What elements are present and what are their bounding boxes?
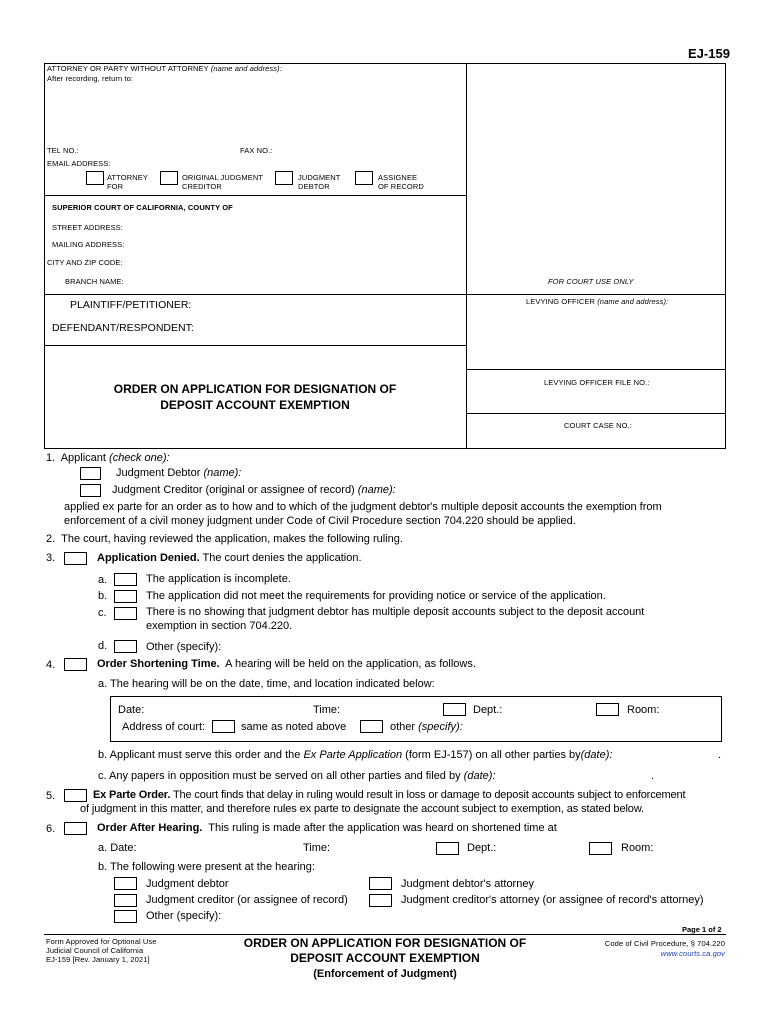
item-6-dept-label: Dept.: xyxy=(467,842,497,854)
after-recording-label: After recording, return to: xyxy=(47,74,134,83)
plaintiff-label: PLAINTIFF/PETITIONER: xyxy=(70,299,192,311)
item-2: 2. The court, having reviewed the application, makes the following ruling. xyxy=(46,533,403,545)
item-5-text-1: Ex Parte Order. The court finds that delay in ruling would result in loss or damage to deposit accounts subject to enforcement xyxy=(93,789,686,801)
applicant-debtor-checkbox[interactable] xyxy=(80,467,101,480)
present-creditor-attorney-label: Judgment creditor's attorney (or assignee of record's attorney) xyxy=(401,894,704,906)
attorney-for-checkbox[interactable] xyxy=(86,171,104,185)
present-creditor-label: Judgment creditor (or assignee of record) xyxy=(146,894,348,906)
item-6-room-checkbox[interactable] xyxy=(589,842,612,855)
address-of-court-label: Address of court: xyxy=(122,721,206,733)
item-6a-time: Time: xyxy=(303,842,331,854)
assignee-label: ASSIGNEE OF RECORD xyxy=(378,173,424,191)
court-label: SUPERIOR COURT OF CALIFORNIA, COUNTY OF xyxy=(52,203,233,212)
hearing-room-label: Room: xyxy=(627,704,660,716)
present-creditor-checkbox[interactable] xyxy=(114,894,137,907)
hearing-box xyxy=(110,696,722,742)
item-1-text-2: enforcement of a civil money judgment under Code of Civil Procedure section 704.220 should be applied. xyxy=(64,515,576,527)
present-creditor-attorney-checkbox[interactable] xyxy=(369,894,392,907)
city-label: CITY AND ZIP CODE: xyxy=(47,258,123,267)
item-1-text-1: applied ex parte for an order as to how and to which of the judgment debtor's multiple deposit accounts the exemption from xyxy=(64,501,662,513)
present-debtor-attorney-checkbox[interactable] xyxy=(369,877,392,890)
applicant-debtor-label: Judgment Debtor (name): xyxy=(116,467,242,479)
item-4c-period: . xyxy=(651,770,655,782)
assignee-checkbox[interactable] xyxy=(355,171,373,185)
item-6-dept-checkbox[interactable] xyxy=(436,842,459,855)
item-3c-checkbox[interactable] xyxy=(114,607,137,620)
item-5-text-2: of judgment in this matter, and therefore rules ex parte to designate the account subject to exemption, as stated below. xyxy=(80,803,645,815)
present-other-checkbox[interactable] xyxy=(114,910,137,923)
ex-parte-checkbox[interactable] xyxy=(64,789,87,802)
item-3c-letter: c. xyxy=(98,607,107,619)
levying-file-label: LEVYING OFFICER FILE NO.: xyxy=(544,378,650,387)
hearing-time-label: Time: xyxy=(313,704,341,716)
form-title: ORDER ON APPLICATION FOR DESIGNATION OF DEPOSIT ACCOUNT EXEMPTION xyxy=(113,382,397,412)
item-5-number: 5. xyxy=(46,790,56,802)
item-3b-letter: b. xyxy=(98,590,108,602)
levying-officer-label: LEVYING OFFICER (name and address): xyxy=(526,297,669,306)
case-no-label: COURT CASE NO.: xyxy=(564,421,632,430)
page-number: Page 1 of 2 xyxy=(682,925,722,934)
item-6-number: 6. xyxy=(46,823,56,835)
other-address-checkbox[interactable] xyxy=(360,720,383,733)
present-debtor-attorney-label: Judgment debtor's attorney xyxy=(401,878,534,890)
item-3d-letter: d. xyxy=(98,640,108,652)
tel-label: TEL NO.: xyxy=(47,146,79,155)
item-6-room-label: Room: xyxy=(621,842,654,854)
item-3c-text-2: exemption in section 704.220. xyxy=(146,620,293,632)
hearing-room-checkbox[interactable] xyxy=(596,703,619,716)
judgment-debtor-label: JUDGMENT DEBTOR xyxy=(298,173,341,191)
item-3a-text: The application is incomplete. xyxy=(146,573,291,585)
item-3: Application Denied. The court denies the application. xyxy=(97,552,362,564)
present-debtor-label: Judgment debtor xyxy=(146,878,229,890)
item-4b: b. Applicant must serve this order and the Ex Parte Application (form EJ-157) on all other parties by(date): xyxy=(98,749,613,761)
application-denied-checkbox[interactable] xyxy=(64,552,87,565)
footer-rule xyxy=(44,934,726,935)
item-3a-letter: a. xyxy=(98,574,108,586)
form-id: EJ-159 xyxy=(688,46,730,61)
code-reference: Code of Civil Procedure, § 704.220 www.courts.ca.gov xyxy=(560,939,725,959)
applicant-creditor-label: Judgment Creditor (original or assignee of record) (name): xyxy=(112,484,396,496)
form-approval: Form Approved for Optional Use Judicial Council of California EJ-159 [Rev. January 1, 2021] xyxy=(46,937,157,964)
caption-divider xyxy=(466,63,467,449)
same-as-above-label: same as noted above xyxy=(241,721,347,733)
item-3d-text: Other (specify): xyxy=(146,641,222,653)
judgment-debtor-checkbox[interactable] xyxy=(275,171,293,185)
item-4a: a. The hearing will be on the date, time, and location indicated below: xyxy=(98,678,435,690)
original-creditor-label: ORIGINAL JUDGMENT CREDITOR xyxy=(182,173,264,191)
item-4: Order Shortening Time. A hearing will be held on the application, as follows. xyxy=(97,658,476,670)
item-3c-text-1: There is no showing that judgment debtor has multiple deposit accounts subject to the deposit account xyxy=(146,606,645,618)
applicant-creditor-checkbox[interactable] xyxy=(80,484,101,497)
branch-label: BRANCH NAME: xyxy=(65,277,124,286)
item-4-number: 4. xyxy=(46,659,56,671)
attorney-for-label: ATTORNEY FOR xyxy=(107,173,148,191)
hearing-dept-checkbox[interactable] xyxy=(443,703,466,716)
item-1: 1. Applicant (check one): xyxy=(46,452,170,464)
original-creditor-checkbox[interactable] xyxy=(160,171,178,185)
item-3d-checkbox[interactable] xyxy=(114,640,137,653)
item-6b: b. The following were present at the hearing: xyxy=(98,861,315,873)
courts-link[interactable]: www.courts.ca.gov xyxy=(660,949,725,958)
street-label: STREET ADDRESS: xyxy=(52,223,123,232)
item-3-number: 3. xyxy=(46,552,56,564)
item-6: Order After Hearing. This ruling is made after the application was heard on shortened time at xyxy=(97,822,557,834)
item-4b-period: . xyxy=(718,749,722,761)
other-address-label: other (specify): xyxy=(390,721,463,733)
hearing-dept-label: Dept.: xyxy=(473,704,503,716)
defendant-label: DEFENDANT/RESPONDENT: xyxy=(52,322,194,334)
email-label: EMAIL ADDRESS: xyxy=(47,159,111,168)
hearing-date-label: Date: xyxy=(118,704,145,716)
item-3b-checkbox[interactable] xyxy=(114,590,137,603)
fax-label: FAX NO.: xyxy=(240,146,273,155)
court-use-label: FOR COURT USE ONLY xyxy=(548,277,634,286)
item-3b-text: The application did not meet the requirements for providing notice or service of the application. xyxy=(146,590,606,602)
present-other-label: Other (specify): xyxy=(146,910,222,922)
mailing-label: MAILING ADDRESS: xyxy=(52,240,125,249)
attorney-label: ATTORNEY OR PARTY WITHOUT ATTORNEY (name and address): xyxy=(47,64,282,73)
item-3a-checkbox[interactable] xyxy=(114,573,137,586)
item-6a-date: a. Date: xyxy=(98,842,137,854)
item-4c: c. Any papers in opposition must be served on all other parties and filed by (date): xyxy=(98,770,496,782)
present-debtor-checkbox[interactable] xyxy=(114,877,137,890)
order-shortening-checkbox[interactable] xyxy=(64,658,87,671)
order-after-hearing-checkbox[interactable] xyxy=(64,822,87,835)
footer-title: ORDER ON APPLICATION FOR DESIGNATION OF DEPOSIT ACCOUNT EXEMPTION (Enforcement of Judgment) xyxy=(243,936,527,980)
same-as-above-checkbox[interactable] xyxy=(212,720,235,733)
